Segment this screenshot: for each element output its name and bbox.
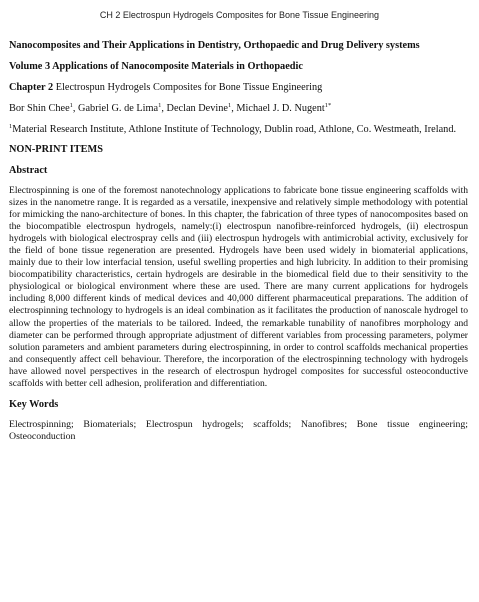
author-affiliation-mark: 1 bbox=[158, 102, 162, 109]
author-name: Bor Shin Chee bbox=[9, 103, 70, 114]
running-header: CH 2 Electrospun Hydrogels Composites for Bone Tissue Engineering bbox=[99, 10, 380, 20]
author-name: Michael J. D. Nugent bbox=[236, 103, 325, 114]
affiliation bbox=[9, 124, 468, 136]
abstract-text: Electrospinning is one of the foremost nanotechnology applications to fabricate bone tissue engineering scaffolds with sizes in the nanometre range. It is regarded as a versatile, inexpensive and relatively simple methodology with potential for mimicking the nano-architecture of bones. In this chapter, the fabrication of three types of nanocomposites based on the biocompatible electrospun hydrogels, namely:(i) electrospun nanofibre-reinforced hydrogels, (ii) electrospun hydrogels with biological electrospray cells and (iii) electrospun hydrogels with antimicrobial activity, exclusively for the field of bone tissue regeneration are presented. Hydrogels have been used widely in biomaterial applications, mainly due to their low interfacial tension, useful swelling properties and high lubricity. In addition to their promising biocompatibility characteristics, certain hydrogels are desirable in the biomedical field due to their sensitivity to the physiological or biological environment where these are used. There are many current applications for hydrogels including 8,000 different kinds of medical devices and 40,000 different pharmaceutical preparations. The addition of electrospinning technology to hydrogels is an ideal combination as it facilitates the production of nanoscale hydrogel to allow the properties of the materials to be tailored. Indeed, the remarkable tunability of nanofibres morphology and diameter can be performed through appropriate adjustment of different variables from processing parameters, polymer solution parameters and ambient parameters during electrospinning, in order to control scaffolds mechanical properties and consequently affect cell behaviour. Therefore, the incorporation of the electrospinning technology with hydrogels have allowed novel perspectives in the research of electrospun hydrogel composites for successful osteoconductive scaffolds with better cell adhesion, proliferation and differentiation. bbox=[9, 185, 468, 389]
author-affiliation-mark: 1* bbox=[324, 102, 332, 109]
author-affiliation-mark: 1 bbox=[227, 102, 232, 109]
author-name: Declan Devine bbox=[166, 103, 228, 114]
keywords-text: Electrospinning; Biomaterials; Electrospun hydrogels; scaffolds; Nanofibres; Bone tissue engineering; Osteoconduction bbox=[9, 418, 468, 442]
affiliation-text: Material Research Institute, Athlone Institute of Technology, Dublin road, Athlone, Co. Westmeath, Ireland. bbox=[12, 124, 457, 135]
chapter-name: Electrospun Hydrogels Composites for Bone Tissue Engineering bbox=[55, 82, 323, 93]
non-print-items-heading: NON-PRINT ITEMS bbox=[9, 144, 103, 155]
chapter-label: Chapter 2 bbox=[9, 82, 54, 93]
book-title: Nanocomposites and Their Applications in Dentistry, Orthopaedic and Drug Delivery systems bbox=[9, 40, 420, 51]
chapter-title bbox=[9, 82, 468, 94]
author-list: Bor Shin Chee$^1$, Gabriel G. de Lima$^1$, Declan Devine$^1$, Michael J. D. Nugent$^{1*}$ bbox=[9, 102, 332, 114]
keywords-heading: Key Words bbox=[9, 398, 59, 410]
author-name: Gabriel G. de Lima bbox=[78, 103, 159, 114]
abstract-heading: Abstract bbox=[9, 165, 48, 176]
document-body bbox=[9, 40, 468, 443]
affiliation-mark: 1 bbox=[9, 123, 13, 130]
author-affiliation-mark: 1 bbox=[69, 102, 73, 109]
volume-title: Volume 3 Applications of Nanocomposite Materials in Orthopaedic bbox=[9, 61, 303, 72]
